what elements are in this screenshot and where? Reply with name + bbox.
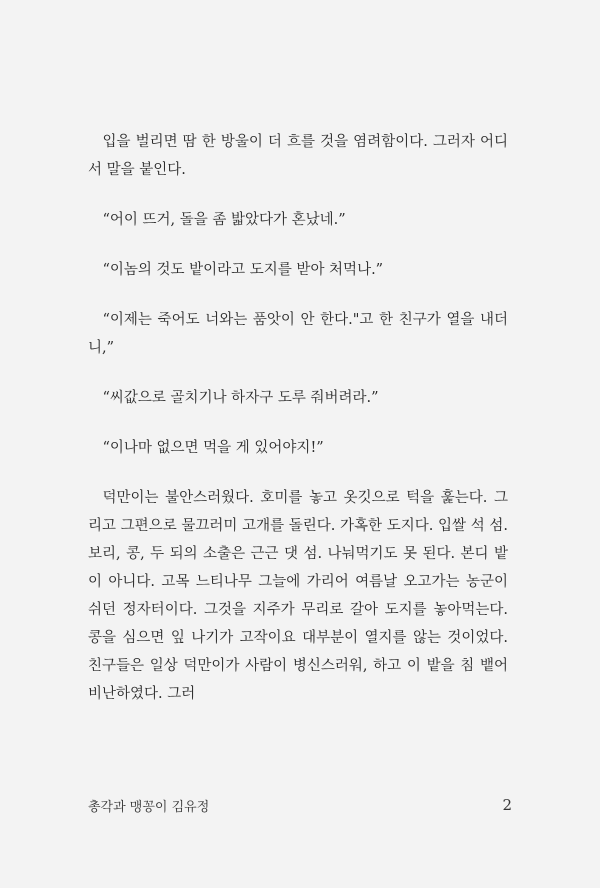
- dialogue-line: “이제는 죽어도 너와는 품앗이 안 한다."고 한 친구가 열을 내더니,”: [88, 312, 508, 356]
- dialogue-line: “이나마 없으면 먹을 게 있어야지!”: [102, 440, 324, 456]
- dialogue-line: “씨값으로 골치기나 하자구 도루 줘버려라.”: [102, 390, 379, 406]
- paragraph: 덕만이는 불안스러웠다. 호미를 놓고 옷깃으로 턱을 훑는다. 그리고 그편으로 물끄러미 고개를 돌린다. 가혹한 도지다. 입쌀 석 섬. 보리, 콩, 두 되의 소출은 근근 댓 섬. 나눠먹기도 못 된다. 본디 밭이 아니다. 고목 느티나무 그늘에 가리어 여름날 오고가는 농군이 쉬던 정자터이다. 그것을 지주가 무리로 갈아 도지를 놓아먹는다. 콩을 심으면 잎 나기가 고작이요 대부분이 열지를 않는 것이었다. 친구들은 일상 덕만이가 사람이 병신스러워, 하고 이 밭을 침 뱉어 비난하였다. 그러: [88, 490, 508, 702]
- page-number: 2: [502, 796, 512, 814]
- page-footer: [88, 796, 512, 815]
- page-body: [88, 128, 508, 730]
- dialogue-line: “어이 뜨거, 돌을 좀 밟았다가 혼났네.”: [102, 212, 346, 228]
- paragraph: 입을 벌리면 땀 한 방울이 더 흐를 것을 염려함이다. 그러자 어디서 말을 붙인다.: [88, 134, 508, 178]
- dialogue-line: “이놈의 것도 밭이라고 도지를 받아 처먹나.”: [102, 262, 384, 278]
- footer-title: 총각과 맹꽁이 김유정: [88, 800, 210, 815]
